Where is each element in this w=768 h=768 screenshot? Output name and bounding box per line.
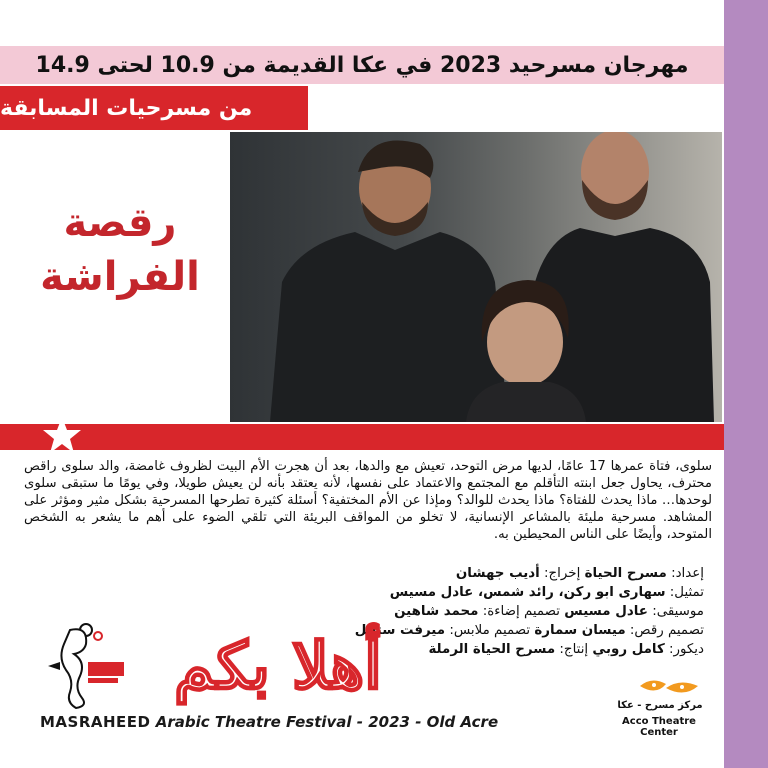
- festival-footer: [40, 713, 498, 731]
- credit-line-prep: إعداد: مسرح الحياة إخراج: أديب جهشان: [455, 566, 704, 581]
- acco-mask-icon: [636, 676, 702, 700]
- footer-arabic-theatre-festival: Arabic Theatre Festival -: [150, 713, 369, 731]
- play-title-line1: رقصة: [63, 200, 177, 246]
- cast-photo-illustration: [230, 132, 722, 422]
- seahorse-logo: [30, 622, 138, 712]
- left-man-shirt: [270, 232, 508, 422]
- credit-line-music: موسيقى: عادل مسيس تصميم إضاءة: محمد شاهين: [394, 604, 704, 619]
- welcome-logo-text: أهلا بكم: [174, 629, 382, 704]
- credit-line-dance: تصميم رقص: ميسان سمارة تصميم ملابس: ميرفت ستايل: [354, 623, 704, 638]
- play-title: [30, 196, 210, 304]
- acco-english-name: Acco Theatre Center: [622, 716, 696, 738]
- red-stripe: [0, 424, 724, 450]
- credit-line-cast: تمثيل: سهارى ابو ركن، رائد شمس، عادل مسيس: [389, 585, 704, 600]
- footer-masraheed: MASRAHEED: [40, 713, 151, 731]
- festival-header-text: مهرجان مسرحيد 2023 في عكا القديمة من 10.9 لحتى 14.9: [35, 52, 689, 78]
- welcome-logo: [148, 618, 408, 718]
- cast-photo: [230, 132, 722, 422]
- credit-line-decor: ديكور: كامل روبي إنتاج: مسرح الحياة الرملة: [428, 642, 704, 657]
- competition-label-text: من مسرحيات المسابقة: [0, 95, 253, 121]
- play-description: سلوى، فتاة عمرها 17 عامًا، لديها مرض التوحد، تعيش مع والدها، بعد أن هجرت الأم البيت لظروف غامضة، والد سلوى راقص محترف، يحاول جعل ابنته التأقلم مع المجتمع والاعتماد على نفسها، لأنه يعتقد بأنه لن يعيش طويلا، وفي يومًا ما ستبقى سلوى لوحدها… ماذا يحدث للفتاة؟ ماذا يحدث للوالد؟ ومإذا عن الأم المختفية؟ أسئلة كثيرة تطرحها المسرحية بشكل مثير ومؤثر على المشاهد. مسرحية مليئة بالمشاعر الإنسانية، لا تخلو من المواقف البريئة التي تلقي الضوء على أهم ما يشعر به الشخص المتوحد، وأيضًا على الناس المحيطين به.: [24, 459, 712, 542]
- acco-arabic-name: مركز مسرح - عكا: [617, 700, 703, 711]
- footer-year-place: 2023 - Old Acre: [368, 713, 499, 731]
- festival-header: [0, 46, 724, 84]
- play-title-line2: الفراشة: [40, 254, 200, 300]
- star-icon: [42, 415, 82, 455]
- purple-side-bar: [724, 0, 768, 768]
- competition-label: [0, 86, 308, 130]
